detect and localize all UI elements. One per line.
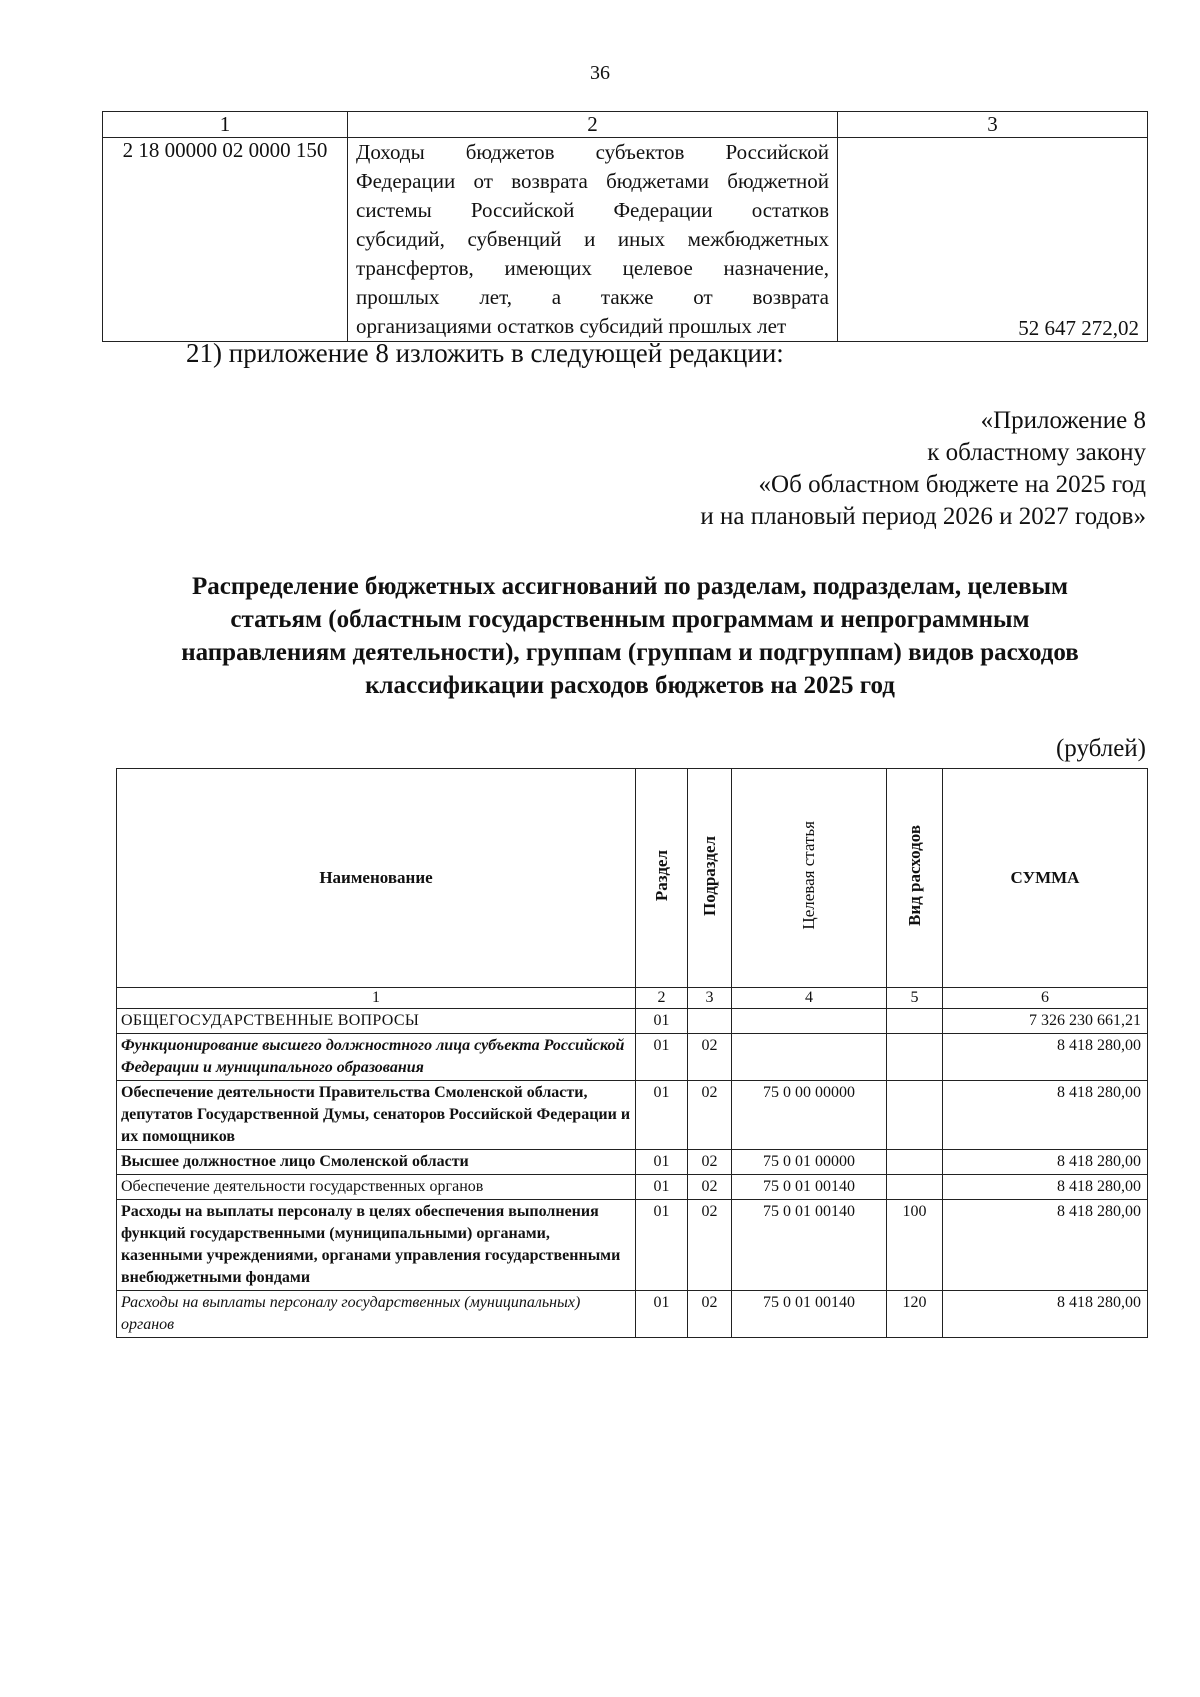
column-number-1: 1 [103, 112, 348, 138]
header-section [636, 769, 688, 988]
header-name: Наименование [117, 769, 636, 988]
column-number: 6 [943, 988, 1148, 1009]
row-target-code [732, 1009, 887, 1034]
table-header-row [103, 112, 1148, 138]
appendix-line: к областному закону [927, 439, 1146, 466]
row-target-code: 75 0 00 00000 [732, 1081, 887, 1150]
table-row [117, 1291, 1148, 1338]
table-row [117, 1034, 1148, 1081]
row-sum: 8 418 280,00 [943, 1034, 1148, 1081]
column-number: 2 [636, 988, 688, 1009]
header-expense-type [887, 769, 943, 988]
row-subsection-code: 02 [688, 1081, 732, 1150]
title-line: статьям (областным государственным программам и непрограммным [230, 606, 1030, 633]
row-name: ОБЩЕГОСУДАРСТВЕННЫЕ ВОПРОСЫ [117, 1009, 636, 1034]
header-section-label: Раздел [651, 849, 671, 902]
row-sum: 8 418 280,00 [943, 1150, 1148, 1175]
appendix-line: «Об областном бюджете на 2025 год [758, 471, 1146, 498]
header-sum: СУММА [943, 769, 1148, 988]
description-line: субсидий, субвенций и иных межбюджетных [356, 227, 829, 251]
description-line: организациями остатков субсидий прошлых лет [356, 314, 787, 338]
title-line: классификации расходов бюджетов на 2025 год [365, 672, 895, 699]
description-line: системы Российской Федерации остатков [356, 198, 829, 222]
row-subsection-code: 02 [688, 1291, 732, 1338]
row-sum: 8 418 280,00 [943, 1175, 1148, 1200]
row-target-code: 75 0 01 00000 [732, 1150, 887, 1175]
description-line: прошлых лет, а также от возврата [356, 285, 829, 309]
table-row [103, 138, 1148, 342]
table-row [117, 1150, 1148, 1175]
column-number: 1 [117, 988, 636, 1009]
column-number-2: 2 [348, 112, 838, 138]
row-expense-type [887, 1081, 943, 1150]
row-section-code: 01 [636, 1034, 688, 1081]
header-target-article-label: Целевая статья [799, 821, 818, 930]
column-number-row [117, 988, 1148, 1009]
appendix-line: «Приложение 8 [980, 407, 1146, 434]
row-target-code: 75 0 01 00140 [732, 1175, 887, 1200]
row-expense-type: 100 [887, 1200, 943, 1291]
row-name: Расходы на выплаты персоналу государственных (муниципальных) органов [117, 1291, 636, 1338]
header-expense-type-label: Вид расходов [904, 825, 924, 926]
row-target-code: 75 0 01 00140 [732, 1200, 887, 1291]
row-name: Высшее должностное лицо Смоленской области [117, 1150, 636, 1175]
row-section-code: 01 [636, 1200, 688, 1291]
description-line: трансфертов, имеющих целевое назначение, [356, 256, 829, 280]
row-section-code: 01 [636, 1009, 688, 1034]
row-expense-type [887, 1009, 943, 1034]
document-title [110, 570, 1150, 702]
header-subsection [688, 769, 732, 988]
column-number-3: 3 [838, 112, 1148, 138]
column-number: 3 [688, 988, 732, 1009]
row-subsection-code: 02 [688, 1175, 732, 1200]
row-name: Функционирование высшего должностного лица субъекта Российской Федерации и муниципального образования [117, 1034, 636, 1081]
page-number: 36 [590, 62, 610, 84]
table-header-row [117, 769, 1148, 988]
row-sum: 8 418 280,00 [943, 1200, 1148, 1291]
row-sum: 8 418 280,00 [943, 1081, 1148, 1150]
row-subsection-code: 02 [688, 1150, 732, 1175]
description-line: Доходы бюджетов субъектов Российской [356, 140, 829, 164]
row-expense-type [887, 1150, 943, 1175]
row-name: Обеспечение деятельности государственных органов [117, 1175, 636, 1200]
row-name: Обеспечение деятельности Правительства Смоленской области, депутатов Государственной Думы, сенаторов Российской Федерации и их помощников [117, 1081, 636, 1150]
appendix-line: и на плановый период 2026 и 2027 годов» [700, 503, 1146, 530]
header-subsection-label: Подраздел [699, 835, 719, 916]
description-line: Федерации от возврата бюджетами бюджетной [356, 169, 829, 193]
revenue-description [348, 138, 838, 342]
row-expense-type [887, 1175, 943, 1200]
title-line: Распределение бюджетных ассигнований по разделам, подразделам, целевым [191, 573, 1069, 600]
title-line: направлениям деятельности), группам (группам и подгруппам) видов расходов [181, 639, 1079, 666]
table-row [117, 1081, 1148, 1150]
row-subsection-code: 02 [688, 1200, 732, 1291]
amendment-instruction: 21) приложение 8 изложить в следующей редакции: [186, 338, 784, 368]
row-section-code: 01 [636, 1081, 688, 1150]
unit-label: (рублей) [1055, 735, 1146, 762]
row-section-code: 01 [636, 1150, 688, 1175]
row-subsection-code [688, 1009, 732, 1034]
row-sum: 8 418 280,00 [943, 1291, 1148, 1338]
revenue-amount: 52 647 272,02 [838, 138, 1148, 342]
row-target-code [732, 1034, 887, 1081]
budget-allocation-table [116, 768, 1148, 1338]
table-row [117, 1175, 1148, 1200]
row-expense-type [887, 1034, 943, 1081]
row-name: Расходы на выплаты персоналу в целях обеспечения выполнения функций государственными (муниципальными) органами, казенными учреждениями, органами управления государственными внебюджетными фондами [117, 1200, 636, 1291]
revenue-continuation-table [102, 111, 1148, 342]
table-row [117, 1200, 1148, 1291]
row-sum: 7 326 230 661,21 [943, 1009, 1148, 1034]
row-subsection-code: 02 [688, 1034, 732, 1081]
column-number: 4 [732, 988, 887, 1009]
row-expense-type: 120 [887, 1291, 943, 1338]
row-section-code: 01 [636, 1291, 688, 1338]
row-section-code: 01 [636, 1175, 688, 1200]
row-target-code: 75 0 01 00140 [732, 1291, 887, 1338]
header-target-article [732, 769, 887, 988]
table-row [117, 1009, 1148, 1034]
appendix-heading [700, 405, 1146, 533]
column-number: 5 [887, 988, 943, 1009]
budget-code: 2 18 00000 02 0000 150 [103, 138, 348, 342]
